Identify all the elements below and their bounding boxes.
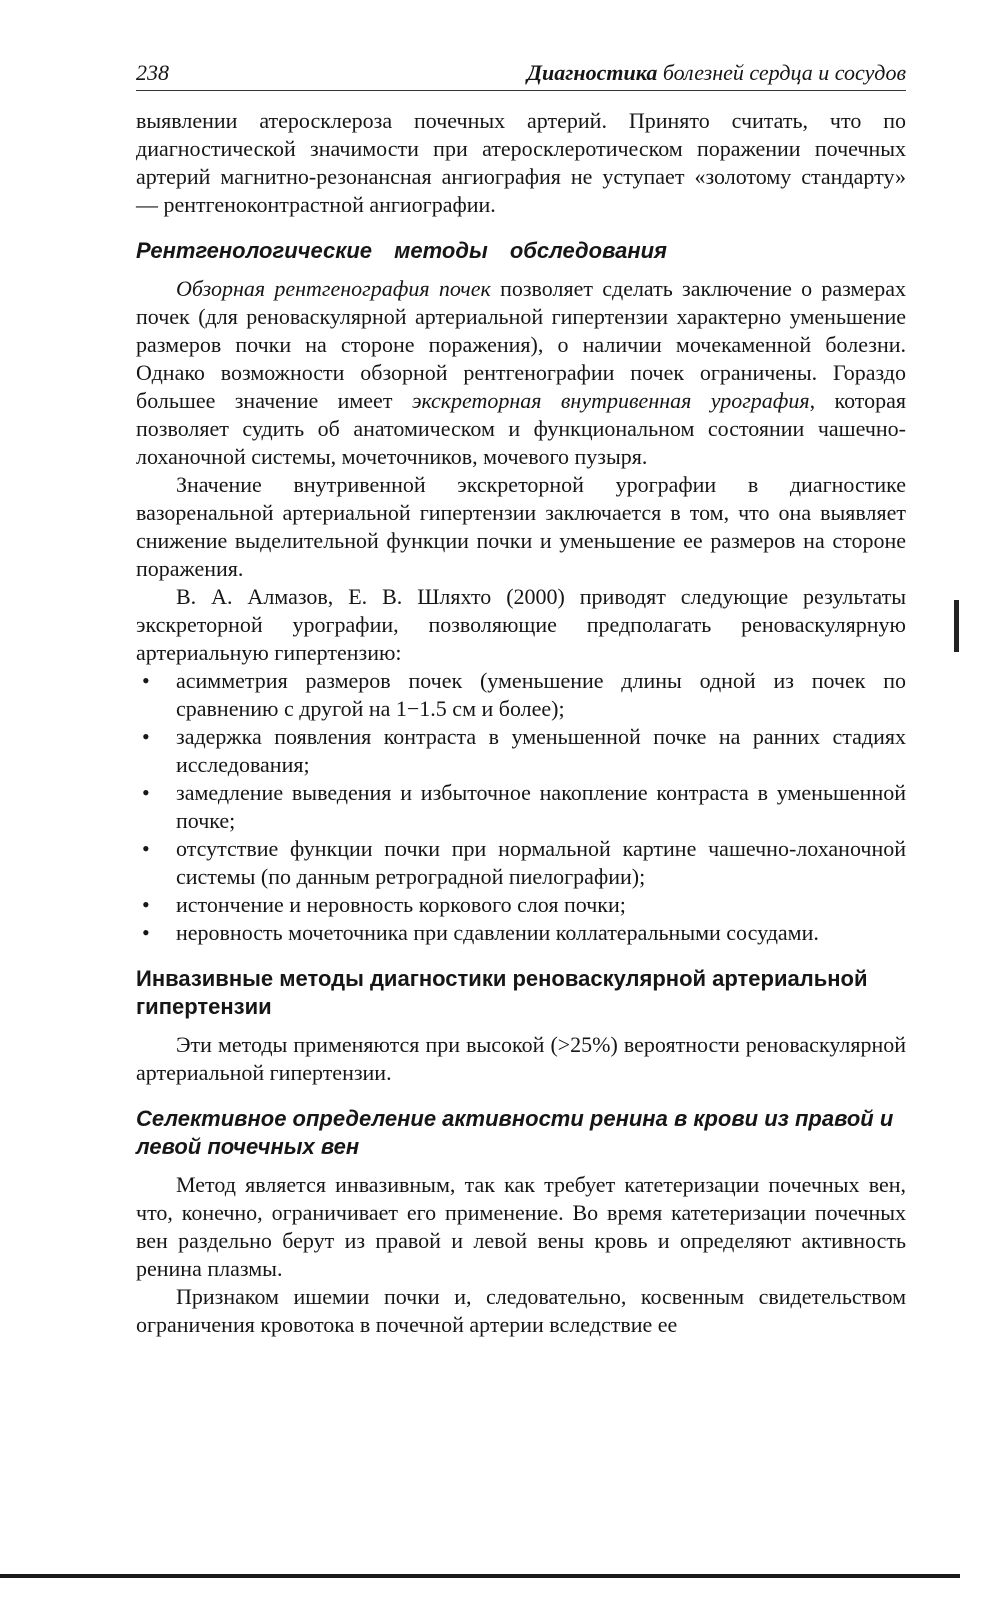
section-title	[527, 60, 906, 86]
list-item: • замедление выведения и избыточное накопление контраста в уменьшенной почке;	[142, 780, 906, 833]
list-item: • задержка появления контраста в уменьшенной почке на ранних стадиях исследования;	[142, 724, 906, 777]
heading-selective-renin: Селективное определение активности ренина в крови из правой и левой почечных вен	[136, 1106, 894, 1159]
paragraph-ischemia-sign: Признаком ишемии почки и, следовательно, косвенным свидетельством ограничения кровотока в почечной артерии вследствие ее	[136, 1284, 906, 1337]
page-content	[136, 107, 906, 1339]
paragraph-catheterization: Метод является инвазивным, так как требует катетеризации почечных вен, что, конечно, ограничивает его применение. Во время катетеризации почечных вен раздельно берут из правой и левой вены кровь и определяют активность ренина плазмы.	[136, 1172, 906, 1281]
bullet-icon: •	[142, 780, 150, 805]
list-item: • истончение и неровность коркового слоя почки;	[142, 892, 626, 917]
scan-artifact	[954, 600, 959, 652]
bullet-icon: •	[142, 724, 150, 749]
term-plain-radiography: Обзорная рентгенография почек	[176, 276, 491, 301]
urography-findings-list	[136, 667, 906, 947]
paragraph-plain-radiography	[136, 275, 906, 471]
paragraph-mra: выявлении атеросклероза почечных артерий. Принято считать, что по диагностической значимости при атеросклеротическом поражении почечных артерий магнитно-резонансная ангиография не уступает «золотому стандарту» — рентгеноконтрастной ангиографии.	[136, 108, 906, 217]
bullet-icon: •	[142, 836, 150, 861]
heading-invasive-methods: Инвазивные методы диагностики реноваскулярной артериальной гипертензии	[136, 966, 868, 1019]
list-item: • асимметрия размеров почек (уменьшение длины одной из почек по сравнению с другой на 1−1.5 см и более);	[142, 668, 906, 721]
term-excretory-urography: экскреторная внутривенная урография	[411, 388, 810, 413]
paragraph-urography-value: Значение внутривенной экскреторной урографии в диагностике вазоренальной артериальной гипертензии заключается в том, что она выявляет снижение выделительной функции почки и уменьшение ее размеров на стороне поражения.	[136, 472, 906, 581]
paragraph-plain-radiography-text-b: , которая позволяет судить об анатомическом и функциональном состоянии чашечно-лоханочной системы, мочеточников, мочевого пузыря.	[136, 388, 906, 469]
running-header	[136, 56, 906, 91]
paragraph-invasive: Эти методы применяются при высокой (>25%) вероятности реноваскулярной артериальной гипертензии.	[136, 1032, 906, 1085]
paragraph-plain-radiography-text-a: позволяет сделать заключение о размерах почек (для реноваскулярной артериальной гипертензии характерно уменьшение размеров почки на стороне поражения), о наличии мочекаменной болезни. Однако возможности обзорной рентгенографии почек ограничены. Гораздо большее значение имеет	[136, 276, 906, 413]
paragraph-almazov: В. А. Алмазов, Е. В. Шляхто (2000) приводят следующие результаты экскреторной урографии, позволяющие предполагать реноваскулярную артериальную гипертензию:	[136, 584, 906, 665]
bottom-rule	[0, 1574, 960, 1578]
bullet-icon: •	[142, 920, 150, 945]
list-item: • неровность мочеточника при сдавлении коллатеральными сосудами.	[142, 920, 819, 945]
book-page	[136, 56, 906, 1339]
bullet-icon: •	[142, 668, 150, 693]
bullet-icon: •	[142, 892, 150, 917]
heading-xray-methods: Рентгенологические методы обследования	[136, 238, 668, 263]
section-title-rest: болезней сердца и сосудов	[657, 60, 906, 85]
section-title-strong: Диагностика	[527, 60, 658, 85]
list-item: • отсутствие функции почки при нормальной картине чашечно-лоханочной системы (по данным ретроградной пиелографии);	[142, 836, 906, 889]
page-number: 238	[136, 60, 169, 85]
